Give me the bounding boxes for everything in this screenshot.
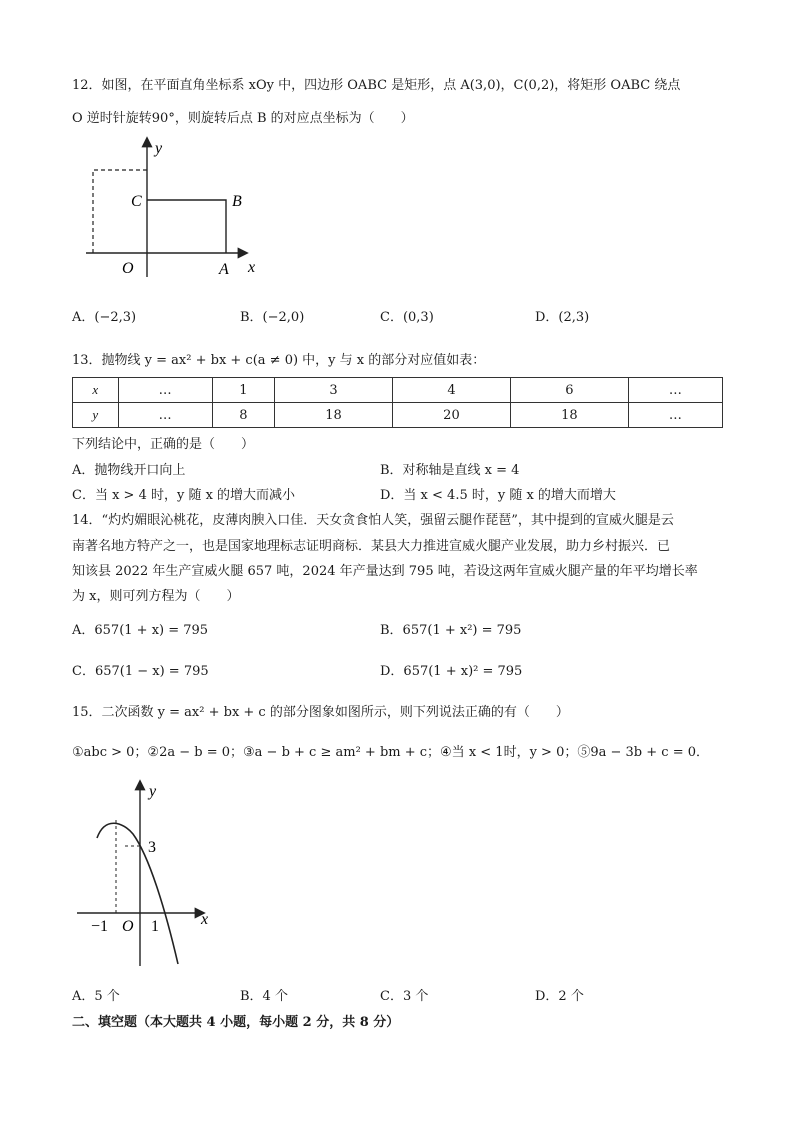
q12-option-a: A．(−2,3) <box>72 310 137 325</box>
table-cell: 3 <box>275 378 393 403</box>
q13-value-table <box>72 377 723 428</box>
q15-option-c: C．3 个 <box>380 989 429 1004</box>
q15-option-d: D．2 个 <box>535 989 584 1004</box>
q13-option-d: D．当 x < 4.5 时，y 随 x 的增大而增大 <box>380 488 616 503</box>
q13-option-c: C．当 x > 4 时，y 随 x 的增大而减小 <box>72 488 296 503</box>
table-cell: 1 <box>212 378 274 403</box>
q13-stem: 13．抛物线 y = ax² + bx + c(a ≠ 0) 中，y 与 x 的部分对应值如表： <box>72 353 486 368</box>
q14-line1: 14．“灼灼媚眼沁桃花，皮薄肉腴入口佳．天女贪食怕人笑，强留云腿作琵琶”，其中提到的宣威火腿是云 <box>72 513 674 528</box>
q14-option-b: B．657(1 + x²) = 795 <box>380 623 522 638</box>
q15-label-one: 1 <box>151 918 159 935</box>
q14-line4: 为 x，则可列方程为（ ） <box>72 589 240 604</box>
q13-option-b: B．对称轴是直线 x = 4 <box>380 463 520 478</box>
q13-lead: 下列结论中，正确的是（ ） <box>72 437 255 452</box>
table-cell: x <box>73 378 119 403</box>
q12-figure <box>80 135 260 280</box>
q15-option-a: A．5 个 <box>72 989 120 1004</box>
q12-rect-rotated <box>93 170 147 253</box>
q15-label-y: y <box>149 783 157 800</box>
q15-parabola-curve <box>97 823 178 964</box>
q12-label-c: C <box>131 193 142 210</box>
q12-label-b: B <box>232 193 242 210</box>
q12-option-d: D．(2,3) <box>535 310 590 325</box>
q14-option-a: A．657(1 + x) = 795 <box>72 623 209 638</box>
table-cell: … <box>118 403 212 428</box>
table-cell: … <box>628 378 722 403</box>
q12-stem-line2: O 逆时针旋转90°，则旋转后点 B 的对应点坐标为（ ） <box>72 111 414 126</box>
q15-label-x: x <box>201 911 209 928</box>
section-title: 二、填空题（本大题共 4 小题，每小题 2 分，共 8 分） <box>72 1015 400 1030</box>
q12-label-y: y <box>155 140 163 157</box>
q12-option-b: B．(−2,0) <box>240 310 305 325</box>
table-cell: 6 <box>510 378 628 403</box>
q15-label-neg-one: −1 <box>91 918 109 935</box>
q12-option-c: C．(0,3) <box>380 310 434 325</box>
q12-label-x: x <box>248 259 256 276</box>
q15-label-o: O <box>122 918 134 935</box>
q14-line3: 知该县 2022 年生产宣威火腿 657 吨，2024 年产量达到 795 吨，若设这两年宣威火腿产量的年平均增长率 <box>72 564 698 579</box>
q15-statements: ①abc > 0；②2a − b = 0；③a − b + c ≥ am² + bm + c；④当 x < 1时，y > 0；⑤9a − 3b + c = 0． <box>72 745 709 760</box>
table-cell: 18 <box>275 403 393 428</box>
q13-option-a: A．抛物线开口向上 <box>72 463 186 478</box>
table-row <box>73 378 723 403</box>
q12-stem-line1: 12．如图，在平面直角坐标系 xOy 中，四边形 OABC 是矩形，点 A(3,0)，C(0,2)，将矩形 OABC 绕点 <box>72 78 681 93</box>
q12-rect-oabc <box>147 200 226 253</box>
table-cell: 20 <box>392 403 510 428</box>
q14-line2: 南著名地方特产之一，也是国家地理标志证明商标．某县大力推进宣威火腿产业发展，助力乡村振兴．已 <box>72 539 671 554</box>
q14-option-c: C．657(1 − x) = 795 <box>72 664 209 679</box>
table-cell: … <box>628 403 722 428</box>
table-row <box>73 403 723 428</box>
table-cell: 8 <box>212 403 274 428</box>
table-cell: 4 <box>392 378 510 403</box>
q15-label-three: 3 <box>148 839 156 856</box>
q12-label-o: O <box>122 260 134 277</box>
q15-option-b: B．4 个 <box>240 989 288 1004</box>
q15-stem: 15．二次函数 y = ax² + bx + c 的部分图象如图所示，则下列说法正确的有（ ） <box>72 705 569 720</box>
q15-figure <box>75 778 215 970</box>
table-cell: 18 <box>510 403 628 428</box>
q12-label-a: A <box>219 261 229 278</box>
table-cell: … <box>118 378 212 403</box>
q14-option-d: D．657(1 + x)² = 795 <box>380 664 523 679</box>
table-cell: y <box>73 403 119 428</box>
